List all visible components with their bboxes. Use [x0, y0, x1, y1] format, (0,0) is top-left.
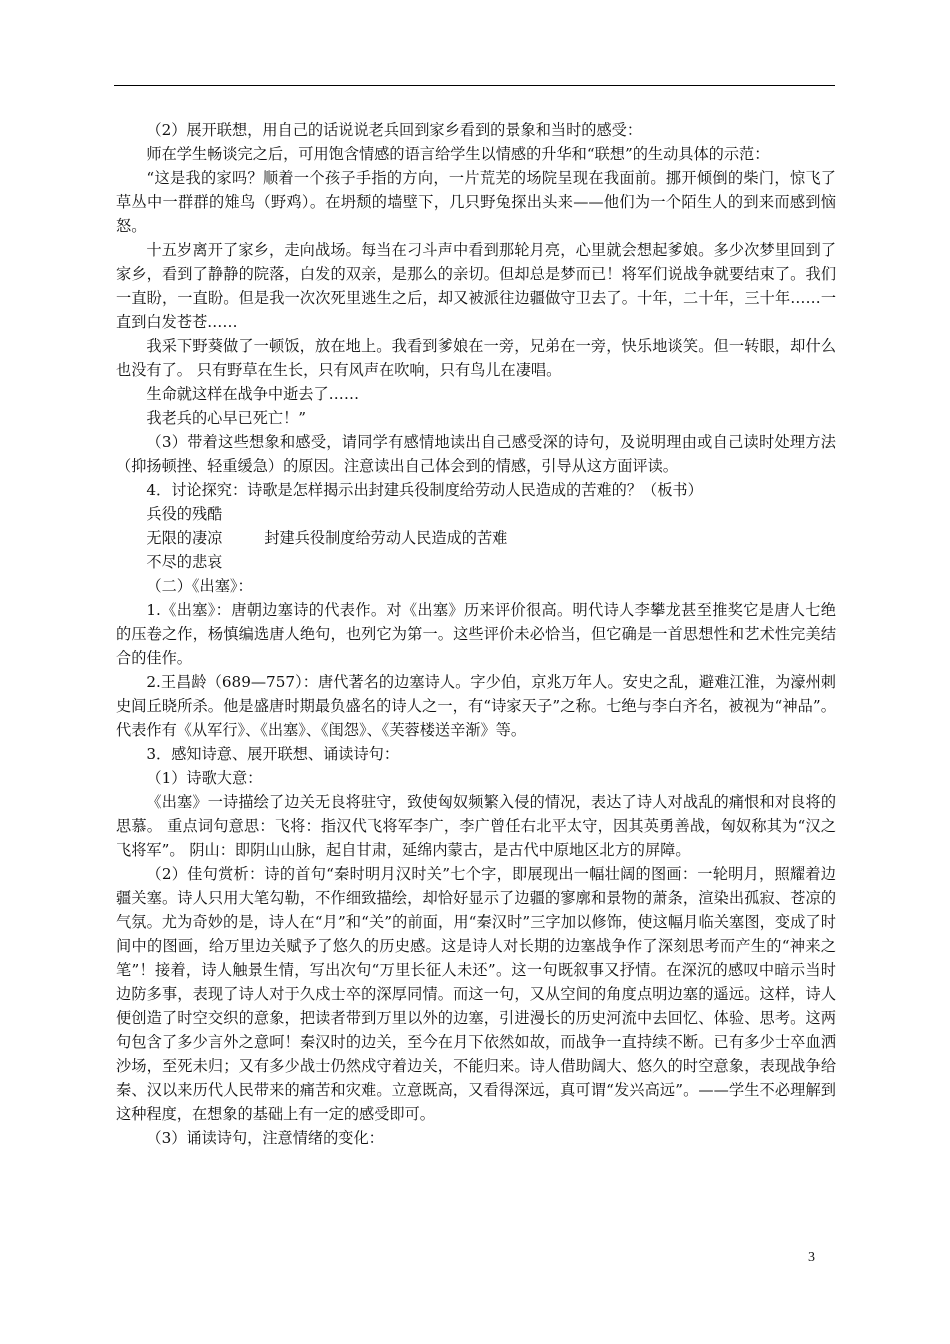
paragraph: 1.《出塞》：唐朝边塞诗的代表作。对《出塞》历来评价很高。明代诗人李攀龙甚至推奖它是唐人七绝的压卷之作，杨慎编选唐人绝句，也列它为第一。这些评价未必恰当，但它确是一首思想性和艺术性完美结合的佳作。	[116, 601, 836, 667]
section-heading: （二）《出塞》：	[146, 577, 253, 595]
blackboard-summary	[116, 502, 836, 574]
page-number: 3	[808, 1250, 815, 1265]
document-body	[116, 118, 836, 1150]
paragraph: “这是我的家吗？顺着一个孩子手指的方向，一片荒芜的场院呈现在我面前。挪开倾倒的柴门，惊飞了草丛中一群群的雉鸟（野鸡）。在坍颓的墙壁下，几只野兔探出头来——他们为一个陌生人的到来而感到恼怒。	[116, 169, 836, 235]
paragraph: （2）展开联想，用自己的话说说老兵回到家乡看到的景象和当时的感受：	[146, 121, 643, 139]
paragraph: （3）诵读诗句，注意情绪的变化：	[146, 1129, 384, 1147]
board-row	[146, 526, 836, 550]
paragraph: 我老兵的心早已死亡！”	[146, 409, 307, 427]
board-line: 兵役的残酷	[146, 505, 223, 523]
paragraph: 《出塞》一诗描绘了边关无良将驻守，致使匈奴频繁入侵的情况，表达了诗人对战乱的痛恨和对良将的思慕。 重点词句意思：飞将：指汉代飞将军李广，李广曾任右北平太守，因其英勇善战，匈奴称其为“汉之飞将军”。 阴山：即阴山山脉，起自甘肃，延绵内蒙古，是古代中原地区北方的屏障。	[116, 793, 836, 859]
paragraph: 4．讨论探究：诗歌是怎样揭示出封建兵役制度给劳动人民造成的苦难的？（板书）	[146, 481, 703, 499]
paragraph: 十五岁离开了家乡，走向战场。每当在刁斗声中看到那轮月亮，心里就会想起爹娘。多少次梦里回到了家乡，看到了静静的院落，白发的双亲，是那么的亲切。但却总是梦而已！将军们说战争就要结束了。我们一直盼，一直盼。但是我一次次死里逃生之后，却又被派往边疆做守卫去了。十年，二十年，三十年……一直到白发苍苍……	[116, 241, 836, 331]
board-line: 不尽的悲哀	[146, 553, 223, 571]
paragraph: （2）佳句赏析：诗的首句“秦时明月汉时关”七个字，即展现出一幅壮阔的图画：一轮明月，照耀着边疆关塞。诗人只用大笔勾勒，不作细致描绘，却恰好显示了边疆的寥廓和景物的萧条，渲染出孤寂、苍凉的气氛。尤为奇妙的是，诗人在“月”和“关”的前面，用“秦汉时”三字加以修饰，使这幅月临关塞图，变成了时间中的图画，给万里边关赋予了悠久的历史感。这是诗人对长期的边塞战争作了深刻思考而产生的“神来之笔”！接着，诗人触景生情，写出次句“万里长征人未还”。这一句既叙事又抒情。在深沉的感叹中暗示当时边防多事，表现了诗人对于久戍士卒的深厚同情。而这一句，又从空间的角度点明边塞的遥远。这样，诗人便创造了时空交织的意象，把读者带到万里以外的边塞，引进漫长的历史河流中去回忆、体验、思考。这两句包含了多少言外之意呵！秦汉时的边关，至今在月下依然如故，而战争一直持续不断。已有多少士卒血洒沙场，至死未归；又有多少战士仍然戍守着边关，不能归来。诗人借助阔大、悠久的时空意象，表现战争给秦、汉以来历代人民带来的痛苦和灾难。立意既高，又看得深远，真可谓“发兴高远”。——学生不必理解到这种程度，在想象的基础上有一定的感受即可。	[116, 865, 836, 1123]
paragraph: 我采下野葵做了一顿饭，放在地上。我看到爹娘在一旁，兄弟在一旁，快乐地谈笑。但一转眼，却什么也没有了。 只有野草在生长，只有风声在吹响，只有鸟儿在凄唱。	[116, 337, 836, 379]
paragraph: 3．感知诗意、展开联想、诵读诗句：	[146, 745, 400, 763]
paragraph: （3）带着这些想象和感受，请同学有感情地读出自己感受深的诗句，及说明理由或自己读时处理方法（抑扬顿挫、轻重缓急）的原因。注意读出自己体会到的情感，引导从这方面评读。	[116, 433, 836, 475]
paragraph: 生命就这样在战争中逝去了……	[146, 385, 360, 403]
paragraph: （1）诗歌大意：	[146, 769, 263, 787]
header-rule	[114, 85, 835, 86]
board-line: 无限的凄凉	[146, 529, 223, 547]
paragraph: 2.王昌龄（689—757）：唐代著名的边塞诗人。字少伯，京兆万年人。安史之乱，避难江淮，为濠州刺史闾丘晓所杀。他是盛唐时期最负盛名的诗人之一，有“诗家天子”之称。七绝与李白齐名，被视为“神品”。代表作有《从军行》、《出塞》、《闺怨》、《芙蓉楼送辛渐》等。	[116, 673, 836, 739]
paragraph: 师在学生畅谈完之后，可用饱含情感的语言给学生以情感的升华和“联想”的生动具体的示范：	[146, 145, 770, 163]
board-conclusion: 封建兵役制度给劳动人民造成的苦难	[264, 529, 508, 547]
